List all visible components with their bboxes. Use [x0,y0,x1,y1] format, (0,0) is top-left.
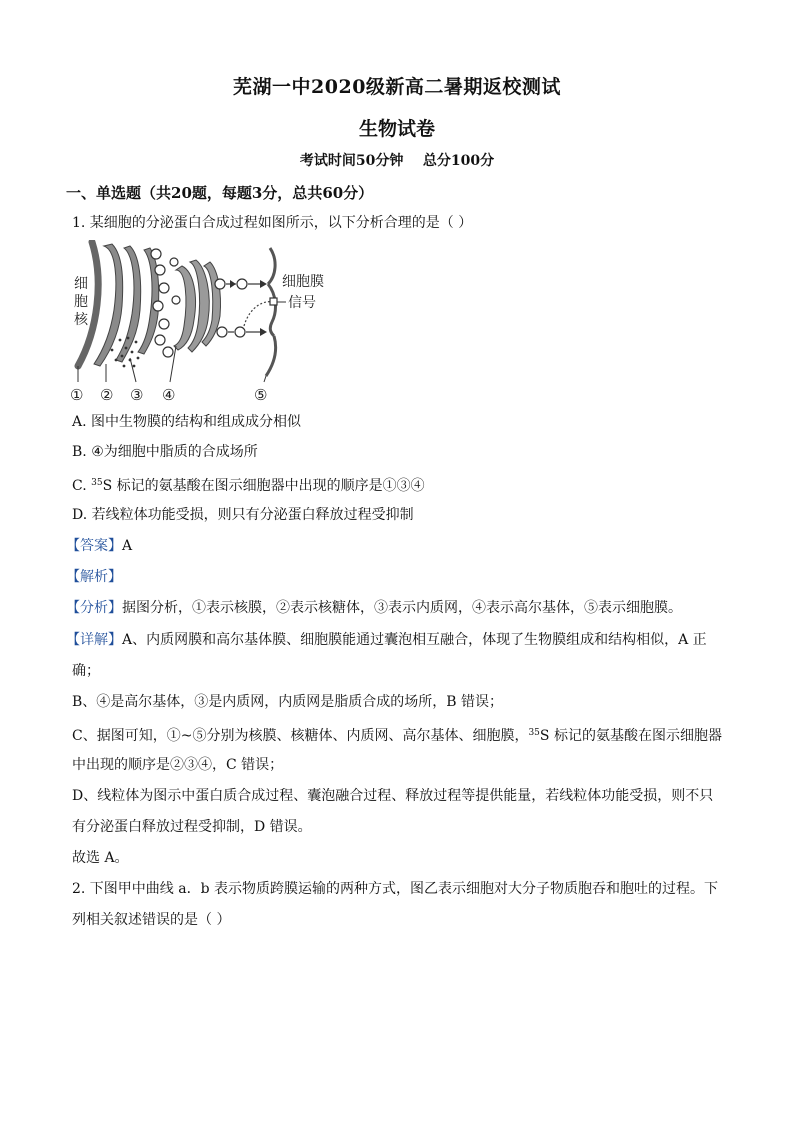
option-c: C. $^{35}$S 标记的氨基酸在图示细胞器中出现的顺序是①③④ [72,478,425,494]
golgi-apparatus [174,260,221,352]
analysis-tag: 【解析】 [66,569,122,585]
option-d: D. 若线粒体功能受损，则只有分泌蛋白释放过程受抑制 [72,507,414,523]
conclusion: 故选 A。 [72,850,129,866]
question-2-stem-line2: 列相关叙述错误的是（ ） [72,912,231,928]
paper-subtitle: 生物试卷 [358,118,435,140]
question-2-stem-line1: 2. 下图甲中曲线 a．b 表示物质跨膜运输的两种方式，图乙表示细胞对大分子物质胞吞和胞吐的过程。下 [72,881,719,897]
detail-a-line1: 【详解】A、内质网膜和高尔基体膜、细胞膜能通过囊泡相互融合，体现了生物膜组成和结构相似，A 正 [66,632,707,648]
signal-label: 信号 [288,295,316,311]
analysis-fenxi: 【分析】据图分析，①表示核膜，②表示核糖体，③表示内质网，④表示高尔基体，⑤表示细胞膜。 [66,600,682,616]
answer-line [66,537,132,555]
marker-3: ③ [130,386,144,404]
answer-value: A [122,538,133,554]
transport-arrows [226,280,267,336]
answer-tag: 【答案】 [66,538,122,554]
cell-membrane-label: 细胞膜 [282,274,324,290]
secretory-pathway-figure [64,240,364,408]
cell-membrane [266,248,276,376]
marker-4: ④ [162,386,176,404]
detail-d-line1: D、线粒体为图示中蛋白质合成过程、囊泡融合过程、释放过程等提供能量，若线粒体功能受损，则不只 [72,788,714,804]
detail-c-line1: C、据图可知，①~⑤分别为核膜、核糖体、内质网、高尔基体、细胞膜，$^{35}$S 标记的氨基酸在图示细胞器 [72,728,722,744]
receptor-box [270,298,277,305]
exam-meta: 考试时间50分钟 总分100分 [299,153,495,169]
nucleus-label-char: 核 [74,312,88,328]
question-1-stem: 1. 某细胞的分泌蛋白合成过程如图所示，以下分析合理的是（ ） [72,215,473,231]
section-heading: 一、单选题（共20题，每题3分，总共60分） [66,184,374,202]
detail-d-line2: 有分泌蛋白释放过程受抑制，D 错误。 [72,819,312,835]
detail-b: B、④是高尔基体，③是内质网，内质网是脂质合成的场所，B 错误； [72,694,504,710]
nucleus-label-char: 胞 [74,294,88,310]
page-title: 芜湖一中2020级新高二暑期返校测试 [233,76,561,98]
nucleus-label-char: 细 [74,276,88,292]
marker-2: ② [100,386,114,404]
option-a: A. 图中生物膜的结构和组成成分相似 [72,414,302,430]
option-b: B. ④为细胞中脂质的合成场所 [72,444,258,460]
detail-a-line2: 确； [72,663,100,679]
marker-5: ⑤ [254,386,268,404]
detail-c-line2: 中出现的顺序是②③④，C 错误； [72,757,284,773]
marker-1: ① [70,386,84,404]
